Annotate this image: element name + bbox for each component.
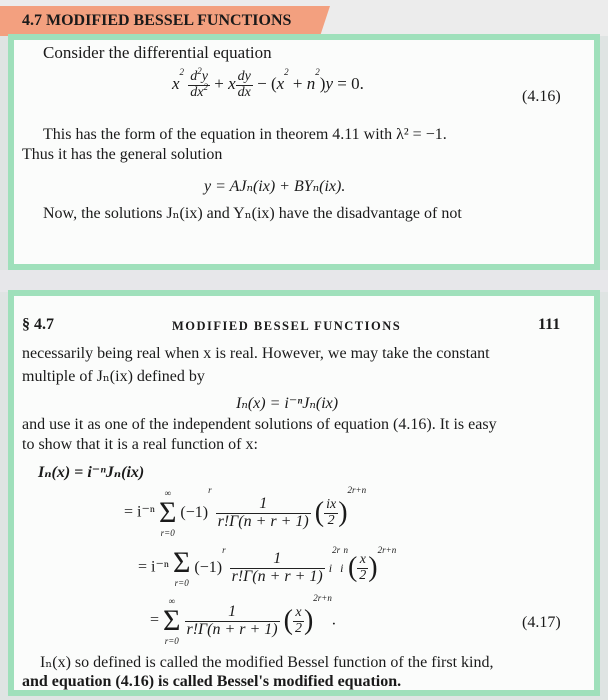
definition-equation: Iₙ(x) = i⁻ⁿJₙ(ix) [236, 395, 339, 412]
text-line: necessarily being real when x is real. However, we may take the constant [22, 345, 490, 362]
text-line: This has the form of the equation in theorem 4.11 with λ² = −1. [43, 126, 447, 143]
derivation-line-2: = i⁻ⁿ ∞ Σ r=0 $(-1)^r$ $\frac{1}{r!\Gamma(n + r + 1)}$ ( $\frac{ix}{2}$ )$^{2r+n}$ [124, 485, 367, 538]
text-line: multiple of Jₙ(ix) defined by [22, 368, 205, 385]
text-line: Thus it has the general solution [22, 146, 223, 163]
general-solution-equation: y = AJₙ(ix) + BYₙ(ix). [204, 178, 346, 195]
derivation-line-3: = i⁻ⁿ Σ r=0 $(-1)^r$ $\frac{1}{r!\Gamma(n + r + 1)}$ $i^{2r}i^n$( $\frac{x}{2}$ )$^{2r+n}$ [138, 545, 397, 588]
running-title: MODIFIED BESSEL FUNCTIONS [172, 319, 402, 333]
section-heading: 4.7 MODIFIED BESSEL FUNCTIONS [22, 12, 292, 29]
equation-4-16: $x^2$ $\frac{d^2y}{dx^2}$ + x $\frac{dy}{dx}$ − $(x^2 + n^2)y = 0$. [172, 66, 364, 100]
page-gap [0, 270, 608, 292]
text-line: Now, the solutions Jₙ(ix) and Yₙ(ix) have the disadvantage of not [43, 205, 462, 222]
text-line: to show that it is a real function of x: [22, 436, 258, 453]
intro-line: Consider the differential equation [43, 43, 272, 62]
text-line: and use it as one of the independent solutions of equation (4.16). It is easy [22, 416, 497, 433]
text-line: Iₙ(x) so defined is called the modified Bessel function of the first kind, [40, 654, 494, 671]
equation-number-4-17: (4.17) [522, 614, 561, 631]
section-mark: § 4.7 [22, 316, 54, 333]
derivation-line-1: Iₙ(x) = i⁻ⁿJₙ(ix) [38, 464, 145, 481]
equation-number-4-16: (4.16) [522, 88, 561, 105]
page-number: 111 [538, 316, 561, 333]
text-line: and equation (4.16) is called Bessel's modified equation. [22, 673, 402, 690]
derivation-line-4: = ∞ Σ r=0 $\frac{1}{r!\Gamma(n + r + 1)}$ ( $\frac{x}{2}$ )$^{2r+n}$. [150, 593, 336, 646]
